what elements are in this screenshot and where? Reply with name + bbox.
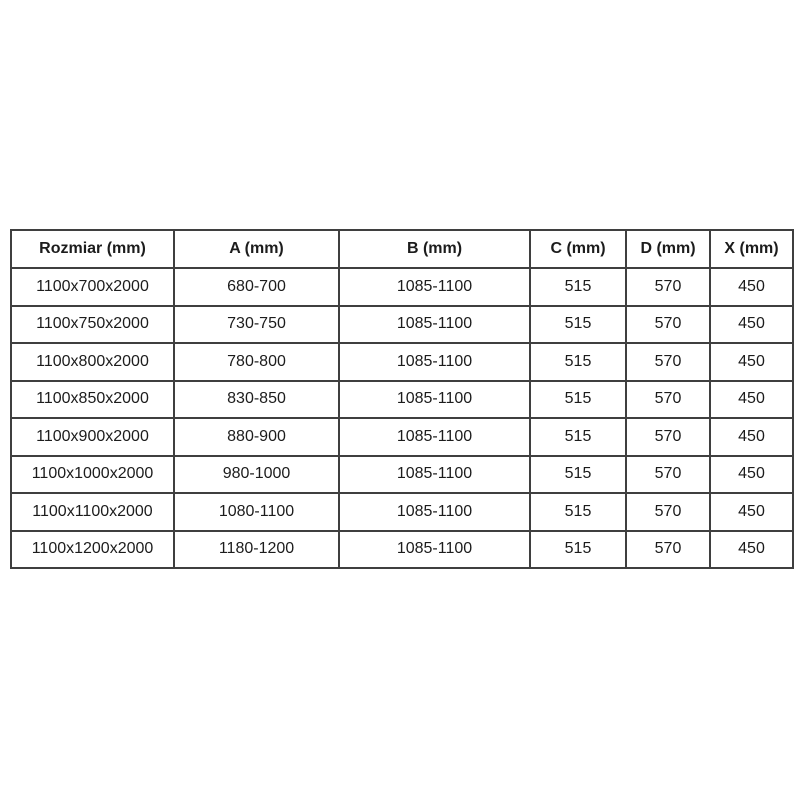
table-cell: 450 xyxy=(710,418,793,456)
table-cell: 980-1000 xyxy=(174,456,339,494)
table-cell: 450 xyxy=(710,531,793,569)
table-cell: 1085-1100 xyxy=(339,343,530,381)
table-cell: 1100x1200x2000 xyxy=(11,531,174,569)
table-row xyxy=(11,306,793,344)
table-cell: 1080-1100 xyxy=(174,493,339,531)
table-cell: 1085-1100 xyxy=(339,418,530,456)
table-cell: 570 xyxy=(626,456,710,494)
table-cell: 570 xyxy=(626,268,710,306)
table-cell: 570 xyxy=(626,531,710,569)
header-row xyxy=(11,230,793,268)
table-cell: 450 xyxy=(710,493,793,531)
column-header-rozmiar: Rozmiar (mm) xyxy=(11,230,174,268)
table-cell: 1085-1100 xyxy=(339,306,530,344)
table-row xyxy=(11,493,793,531)
table-cell: 450 xyxy=(710,456,793,494)
column-header-b: B (mm) xyxy=(339,230,530,268)
table-cell: 450 xyxy=(710,268,793,306)
table-cell: 515 xyxy=(530,493,626,531)
table-row xyxy=(11,343,793,381)
dimensions-table xyxy=(10,229,794,569)
table-cell: 450 xyxy=(710,343,793,381)
column-header-d: D (mm) xyxy=(626,230,710,268)
table-cell: 570 xyxy=(626,343,710,381)
table-cell: 1100x800x2000 xyxy=(11,343,174,381)
table-row xyxy=(11,381,793,419)
table-cell: 1085-1100 xyxy=(339,456,530,494)
table-cell: 1100x750x2000 xyxy=(11,306,174,344)
table-cell: 450 xyxy=(710,306,793,344)
table-cell: 1085-1100 xyxy=(339,381,530,419)
table-cell: 780-800 xyxy=(174,343,339,381)
table-cell: 570 xyxy=(626,381,710,419)
table-cell: 515 xyxy=(530,268,626,306)
table-cell: 1085-1100 xyxy=(339,493,530,531)
table-row xyxy=(11,456,793,494)
table-cell: 450 xyxy=(710,381,793,419)
column-header-c: C (mm) xyxy=(530,230,626,268)
table-cell: 515 xyxy=(530,456,626,494)
table-cell: 515 xyxy=(530,381,626,419)
table-body xyxy=(11,268,793,568)
table-cell: 570 xyxy=(626,306,710,344)
table-row xyxy=(11,268,793,306)
table-cell: 730-750 xyxy=(174,306,339,344)
table-cell: 1100x700x2000 xyxy=(11,268,174,306)
column-header-a: A (mm) xyxy=(174,230,339,268)
table-cell: 680-700 xyxy=(174,268,339,306)
table-cell: 1085-1100 xyxy=(339,268,530,306)
table-row xyxy=(11,418,793,456)
table-cell: 1100x850x2000 xyxy=(11,381,174,419)
table-cell: 515 xyxy=(530,343,626,381)
column-header-x: X (mm) xyxy=(710,230,793,268)
table-cell: 1100x1000x2000 xyxy=(11,456,174,494)
table-cell: 1180-1200 xyxy=(174,531,339,569)
table-cell: 515 xyxy=(530,531,626,569)
table-cell: 1085-1100 xyxy=(339,531,530,569)
table-cell: 570 xyxy=(626,418,710,456)
table-row xyxy=(11,531,793,569)
table-cell: 880-900 xyxy=(174,418,339,456)
table-cell: 515 xyxy=(530,306,626,344)
table-cell: 1100x900x2000 xyxy=(11,418,174,456)
table-cell: 830-850 xyxy=(174,381,339,419)
table-cell: 570 xyxy=(626,493,710,531)
table-cell: 515 xyxy=(530,418,626,456)
table-cell: 1100x1100x2000 xyxy=(11,493,174,531)
